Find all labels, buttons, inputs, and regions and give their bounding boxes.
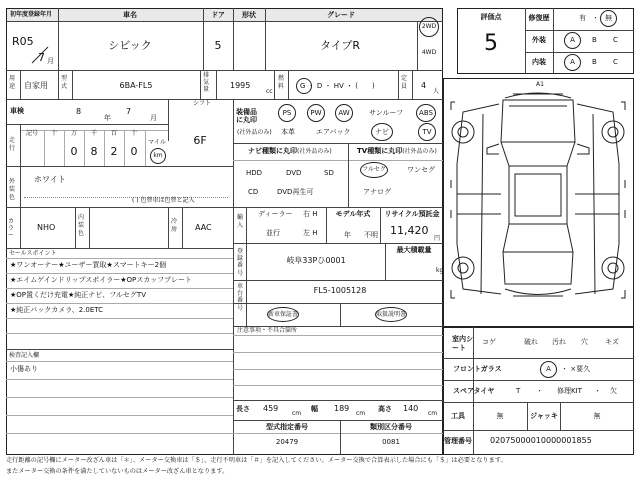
recycle-unit: 円	[434, 235, 441, 242]
car-name: シビック	[108, 39, 152, 52]
ac-value: AAC	[195, 223, 212, 232]
fuel-label: 燃料	[278, 75, 285, 90]
interior-grade-c: C	[613, 58, 618, 66]
registration-label: 登録番号	[237, 248, 244, 277]
type-label: 型式	[61, 75, 68, 90]
max-load-kg: kg	[436, 267, 444, 274]
unit-mile: マイル	[148, 139, 166, 146]
chassis-value: FL5-1005128	[313, 286, 367, 295]
navi-hdd: HDD	[246, 169, 263, 177]
score-label: 評価点	[480, 13, 502, 21]
airbag: エアバック	[316, 128, 351, 136]
interior-seat-label: 室内シート	[452, 335, 473, 353]
model-year-unknown: 不明	[364, 231, 378, 239]
shape-label: 形状	[242, 11, 256, 19]
aw-circle: AW	[335, 104, 353, 122]
grade-label: グレード	[327, 11, 355, 19]
first-reg-label: 初年度登録年月	[10, 11, 53, 18]
car-name-label: 車名	[123, 11, 137, 19]
capacity-unit: 人	[433, 88, 440, 95]
seat-scratch: キズ	[605, 338, 619, 346]
import-left: 左 H	[303, 229, 318, 237]
navi-dvd: DVD	[286, 169, 302, 177]
navi-title: ナビ種類に丸印(社外品のみ)	[248, 147, 332, 155]
type-designation-value: 20479	[275, 438, 299, 446]
ac-label: 冷房	[171, 218, 178, 233]
manual-circle: 取扱説明書	[375, 307, 407, 322]
door-label: ドア	[211, 11, 225, 19]
spare-tire-kit: 修理KIT	[557, 387, 582, 395]
length-label: 長さ	[236, 405, 250, 413]
navi-cd: CD	[248, 188, 259, 196]
diagram-top-label: A1	[536, 81, 544, 88]
shift-value: 6F	[193, 134, 207, 147]
exterior-note: ( ) 色替車は色替と記入	[132, 197, 195, 204]
width-label: 幅	[311, 405, 318, 413]
navi-circle: ナビ	[371, 123, 393, 141]
drive-4wd: 4WD	[421, 49, 437, 56]
mileage-digit-5: 0	[70, 145, 78, 158]
tv-analog: アナログ	[363, 188, 391, 196]
tv-title: TV種類に丸印(社外品のみ)	[357, 147, 437, 155]
repair-no-circle: 無	[600, 10, 617, 27]
interior-grade-a-circle: A	[564, 54, 581, 71]
inspector-notes-label: 検査記入欄	[9, 352, 40, 359]
interior-label: 内装色	[78, 214, 85, 237]
mileage-header-0: 記号	[25, 130, 39, 137]
capacity: 4	[421, 81, 427, 90]
category-label: 類別区分番号	[370, 423, 412, 431]
notes-label: 注意事項・不具合箇所	[237, 327, 298, 334]
length-value: 459	[263, 404, 279, 413]
model-year-unit: 年	[344, 231, 351, 239]
sales-point-line-1: ★ワンオーナー★ユーザー買取★スマートキー2個	[10, 261, 167, 269]
color-code-value: NHO	[37, 223, 56, 232]
fuel-options: G ・ D ・ HV ・ ( )	[300, 82, 375, 90]
sales-point-line-2: ★エイムゲインドリップスポイラー★OPスカッフプレート	[10, 276, 192, 284]
tools-value: 無	[496, 412, 504, 420]
exterior-grade-c: C	[613, 36, 618, 44]
mileage-digit-3: 2	[110, 145, 118, 158]
tv-circle: TV	[418, 123, 436, 141]
purpose-label: 用途	[9, 75, 16, 90]
sales-point-line-3: ★OP置くだけ充電★純正ナビ、フルセグTV	[10, 291, 146, 299]
model-year-label: モデル年式	[335, 210, 371, 218]
length-unit: cm	[292, 410, 302, 417]
repair-yes: 有	[579, 14, 586, 22]
sunroof: サンルーフ	[369, 109, 404, 117]
inspection-year: 8	[76, 107, 82, 116]
sales-points-label: セールスポイント	[9, 250, 57, 257]
width-unit: cm	[356, 410, 366, 417]
spare-tire-missing: 欠	[610, 387, 617, 395]
grade: タイプR	[319, 39, 361, 52]
tv-oneseg: ワンセグ	[407, 166, 435, 174]
exterior-grade-b: B	[592, 36, 597, 44]
max-load-label: 最大積載量	[396, 246, 432, 254]
navi-sd: SD	[324, 169, 334, 177]
leather: 本革	[281, 128, 295, 136]
reg-year: R05	[12, 35, 34, 48]
doors: 5	[214, 39, 222, 52]
jack-value: 無	[593, 412, 601, 420]
mileage-header-1: 十	[50, 130, 58, 137]
mileage-label: 走行	[9, 137, 16, 152]
spare-tire-label: スペアタイヤ	[453, 387, 495, 395]
recycle-label: リサイクル預託金	[384, 210, 440, 218]
cc-unit: cc	[266, 88, 273, 95]
import-dealer: ディーラー	[258, 210, 293, 218]
exterior-value: ホワイト	[34, 175, 66, 184]
height-unit: cm	[428, 410, 438, 417]
pw-circle: PW	[307, 104, 325, 122]
displacement-label: 排気量	[203, 72, 210, 93]
warranty-circle: 新車保証書	[267, 307, 299, 322]
equipment-subtitle: (社外品のみ)	[237, 129, 272, 136]
mileage-header-2: 万	[70, 130, 78, 137]
inspector-notes-text: 小傷あり	[10, 365, 38, 373]
windshield-label: フロントガラス	[453, 365, 502, 373]
fuel-selected-circle	[296, 78, 312, 94]
category-value: 0081	[382, 438, 400, 446]
drive-2wd-circle: 2WD	[419, 17, 439, 37]
inspection-month-unit: 月	[150, 114, 157, 122]
registration-value: 岐阜33Pひ0001	[286, 256, 346, 265]
height-value: 140	[403, 404, 419, 413]
footer-line-1: 走行距離の記号欄にメーター改ざん車は「＊」、メーター交換車は「＄」、走行不明車は「＃」を記入してください。メーター交換で合算表示した場合にも「＄」は必要となります。	[6, 457, 507, 464]
repair-separator: ・	[592, 14, 599, 22]
abs-circle: ABS	[416, 104, 436, 122]
reg-month: 7	[38, 51, 45, 64]
sales-point-line-4: ★純正バックカメラ、2.0ETC	[10, 306, 104, 314]
recycle-value: 11,420	[390, 224, 429, 237]
width-value: 189	[334, 404, 350, 413]
model-code: 6BA-FL5	[119, 81, 153, 90]
mileage-header-5: 十	[130, 130, 138, 137]
color-code-label: カラー	[8, 218, 15, 240]
displacement: 1995	[230, 81, 251, 90]
footer-line-2: またメーター交換の条件を満たしていないものはメーター改ざん車となります。	[6, 468, 229, 475]
tools-label: 工具	[451, 412, 465, 420]
import-label: 輸入	[237, 214, 244, 229]
spare-tire-t: T	[516, 387, 521, 395]
windshield-a-circle: A	[540, 361, 557, 378]
inspection-label: 車検	[10, 107, 24, 115]
seat-burn: コゲ	[482, 338, 496, 346]
capacity-label: 定員	[401, 75, 408, 90]
reg-month-unit: 月	[47, 57, 54, 65]
jack-label: ジャッキ	[530, 412, 558, 420]
car-damage-diagram	[443, 81, 634, 324]
shift-label: シフト	[193, 100, 212, 107]
equipment-title: 装備品に丸印	[236, 108, 257, 125]
type-designation-label: 型式指定番号	[266, 423, 308, 431]
spare-tire-sep2: ・	[594, 387, 601, 395]
import-parallel: 並行	[266, 229, 280, 237]
inspection-year-unit: 年	[104, 114, 111, 122]
purpose: 自家用	[24, 81, 48, 90]
spare-tire-sep1: ・	[536, 387, 543, 395]
windshield-other: ・ ×要久	[561, 365, 591, 373]
repair-label: 修復歴	[528, 14, 550, 22]
management-label: 管理番号	[444, 437, 472, 445]
inspection-month: 7	[126, 107, 132, 116]
fullseg-circle: フルセグ	[360, 162, 388, 178]
interior-grade-label: 内装	[532, 58, 546, 66]
mileage-digit-2: 8	[90, 145, 98, 158]
mileage-header-3: 千	[90, 130, 98, 137]
navi-dvd-playback: DVD再生可	[277, 188, 314, 196]
mileage-digit-4: 0	[130, 145, 138, 158]
seat-tear: 破れ	[524, 338, 538, 346]
seat-hole: 穴	[581, 338, 588, 346]
exterior-label: 外装色	[9, 178, 16, 201]
management-value: 02075000010000001855	[490, 436, 592, 445]
interior-grade-b: B	[592, 58, 597, 66]
import-right: 右 H	[303, 210, 318, 218]
chassis-label: 車台番号	[237, 283, 244, 312]
ps-circle: PS	[278, 104, 296, 122]
seat-stain: 汚れ	[552, 338, 566, 346]
height-label: 高さ	[378, 405, 392, 413]
unit-km-circle: km	[150, 148, 166, 164]
mileage-header-4: 百	[110, 130, 118, 137]
exterior-grade-a-circle: A	[564, 32, 581, 49]
exterior-grade-label: 外装	[532, 36, 546, 44]
score-value: 5	[484, 31, 498, 56]
